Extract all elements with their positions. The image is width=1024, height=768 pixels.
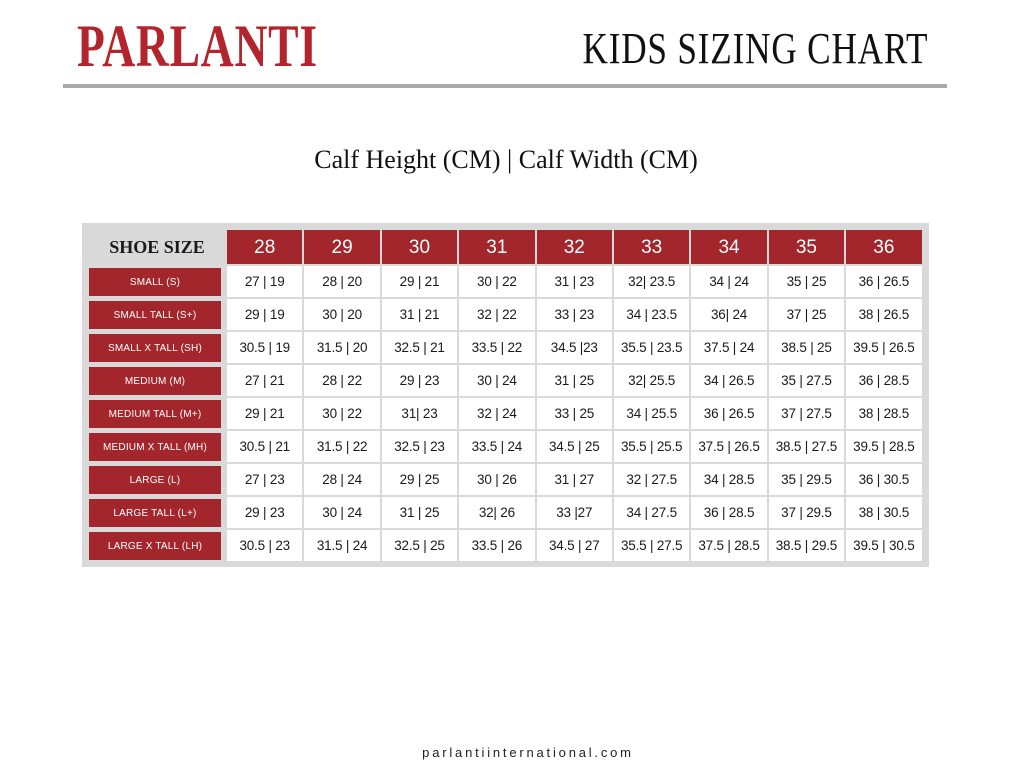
table-cell: 37.5 | 24 [691,332,766,363]
table-cell: 30 | 22 [304,398,379,429]
table-cell: 31 | 25 [537,365,612,396]
shoe-size-header: 34 [691,230,766,264]
shoe-size-header: 29 [304,230,379,264]
table-cell: 36 | 26.5 [691,398,766,429]
table-cell: 32| 25.5 [614,365,689,396]
table-cell: 27 | 21 [227,365,302,396]
table-cell: 38.5 | 29.5 [769,530,844,561]
table-cell: 34.5 |23 [537,332,612,363]
table-cell: 33 | 25 [537,398,612,429]
shoe-size-header: 32 [537,230,612,264]
table-cell: 35 | 25 [769,266,844,297]
table-cell: 34.5 | 25 [537,431,612,462]
row-label: SMALL (S) [89,268,221,296]
table-cell: 31.5 | 24 [304,530,379,561]
table-cell: 38 | 26.5 [846,299,921,330]
table-cell: 29 | 25 [382,464,457,495]
table-cell: 27 | 23 [227,464,302,495]
table-cell: 34 | 26.5 [691,365,766,396]
table-cell: 38.5 | 25 [769,332,844,363]
table-cell: 31 | 25 [382,497,457,528]
shoe-size-header: 31 [459,230,534,264]
table-cell: 39.5 | 30.5 [846,530,921,561]
table-cell: 34.5 | 27 [537,530,612,561]
table-cell: 30 | 26 [459,464,534,495]
table-cell: 36 | 28.5 [691,497,766,528]
table-cell: 35.5 | 27.5 [614,530,689,561]
table-cell: 32| 23.5 [614,266,689,297]
table-cell: 27 | 19 [227,266,302,297]
table-cell: 30 | 24 [304,497,379,528]
table-cell: 28 | 24 [304,464,379,495]
table-cell: 33.5 | 24 [459,431,534,462]
table-cell: 32 | 22 [459,299,534,330]
table-cell: 35.5 | 23.5 [614,332,689,363]
table-cell: 29 | 19 [227,299,302,330]
table-cell: 29 | 21 [382,266,457,297]
table-cell: 32.5 | 21 [382,332,457,363]
table-cell: 31| 23 [382,398,457,429]
table-cell: 33 |27 [537,497,612,528]
table-cell: 36| 24 [691,299,766,330]
table-cell: 31 | 23 [537,266,612,297]
table-cell: 37.5 | 28.5 [691,530,766,561]
table-cell: 29 | 21 [227,398,302,429]
header-divider [63,84,947,88]
shoe-size-header: 33 [614,230,689,264]
table-cell: 37 | 25 [769,299,844,330]
row-label: LARGE (L) [89,466,221,494]
table-cell: 30.5 | 21 [227,431,302,462]
table-cell: 32.5 | 23 [382,431,457,462]
row-label: MEDIUM (M) [89,367,221,395]
table-cell: 32 | 24 [459,398,534,429]
shoe-size-header: 35 [769,230,844,264]
shoe-size-header: 28 [227,230,302,264]
table-cell: 30 | 22 [459,266,534,297]
row-label: MEDIUM X TALL (MH) [89,433,221,461]
shoe-size-label: SHOE SIZE [109,236,205,257]
table-cell: 35.5 | 25.5 [614,431,689,462]
table-cell: 28 | 22 [304,365,379,396]
shoe-size-header: 36 [846,230,921,264]
table-cell: 38 | 28.5 [846,398,921,429]
table-cell: 34 | 25.5 [614,398,689,429]
table-cell: 35 | 27.5 [769,365,844,396]
table-cell: 32 | 27.5 [614,464,689,495]
table-cell: 34 | 24 [691,266,766,297]
table-cell: 29 | 23 [227,497,302,528]
table-cell: 36 | 28.5 [846,365,921,396]
table-cell: 39.5 | 26.5 [846,332,921,363]
table-cell: 33.5 | 26 [459,530,534,561]
table-cell: 31 | 27 [537,464,612,495]
row-label: LARGE TALL (L+) [89,499,221,527]
table-cell: 37.5 | 26.5 [691,431,766,462]
table-cell: 31.5 | 22 [304,431,379,462]
table-cell: 36 | 26.5 [846,266,921,297]
table-cell: 36 | 30.5 [846,464,921,495]
table-cell: 37 | 29.5 [769,497,844,528]
table-cell: 34 | 23.5 [614,299,689,330]
table-cell: 29 | 23 [382,365,457,396]
table-cell: 33.5 | 22 [459,332,534,363]
table-cell: 37 | 27.5 [769,398,844,429]
table-cell: 30.5 | 23 [227,530,302,561]
table-cell: 28 | 20 [304,266,379,297]
row-label: LARGE X TALL (LH) [89,532,221,560]
table-cell: 31.5 | 20 [304,332,379,363]
website-url: parlantiinternational.com [422,745,634,760]
table-cell: 38 | 30.5 [846,497,921,528]
row-label: SMALL TALL (S+) [89,301,221,329]
chart-subtitle: Calf Height (CM) | Calf Width (CM) [314,145,698,174]
table-cell: 33 | 23 [537,299,612,330]
table-cell: 35 | 29.5 [769,464,844,495]
sizing-table [82,223,929,567]
table-cell: 32| 26 [459,497,534,528]
row-label: MEDIUM TALL (M+) [89,400,221,428]
table-cell: 34 | 27.5 [614,497,689,528]
row-label: SMALL X TALL (SH) [89,334,221,362]
sizing-grid [89,230,922,561]
table-cell: 34 | 28.5 [691,464,766,495]
shoe-size-header: 30 [382,230,457,264]
table-cell: 30 | 24 [459,365,534,396]
page-title: KIDS SIZING CHART [582,24,928,73]
table-cell: 39.5 | 28.5 [846,431,921,462]
table-cell: 32.5 | 25 [382,530,457,561]
table-cell: 30.5 | 19 [227,332,302,363]
table-cell: 38.5 | 27.5 [769,431,844,462]
brand-logo: PARLANTI [77,13,318,79]
table-cell: 31 | 21 [382,299,457,330]
table-cell: 30 | 20 [304,299,379,330]
